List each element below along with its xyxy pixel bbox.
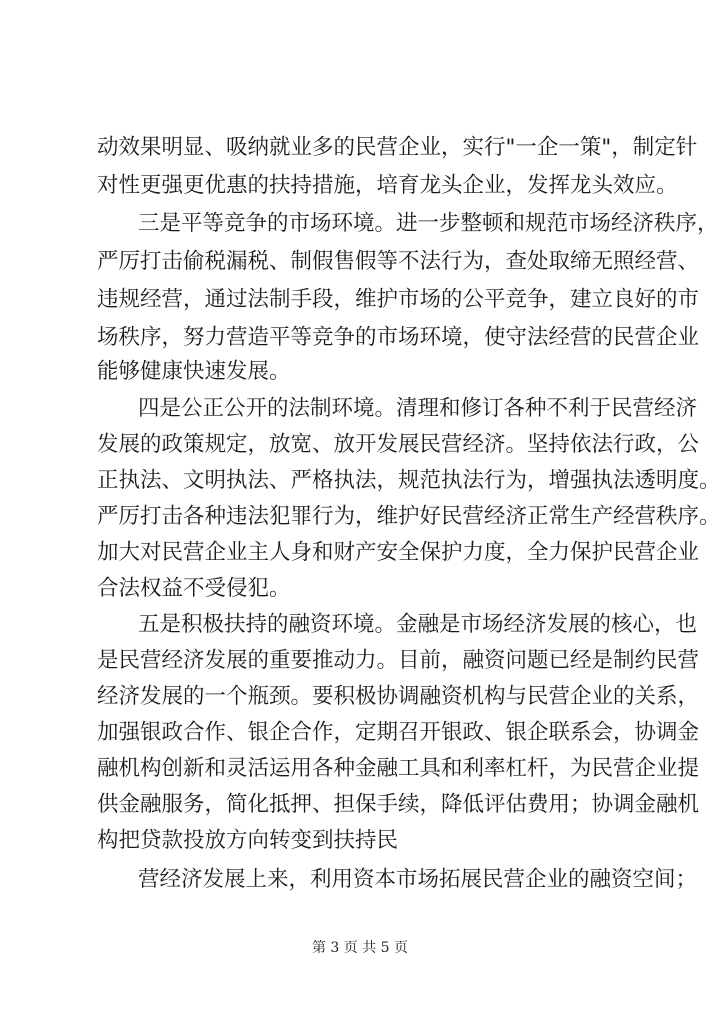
- text-line-7: 能够健康快速发展。: [97, 359, 291, 384]
- text-line-13: 合法权益不受侵犯。: [97, 576, 291, 601]
- text-line-11: 严厉打击各种违法犯罪行为，维护好民营经济正常生产经营秩序。: [97, 504, 721, 529]
- text-line-18: 融机构创新和灵活运用各种金融工具和利率杠杆，为民营企业提: [97, 756, 700, 781]
- text-line-12: 加大对民营企业主人身和财产安全保护力度，全力保护民营企业: [97, 540, 700, 565]
- paragraph-4-start: 四是公正公开的法制环境。清理和修订各种不利于民营经济: [138, 396, 698, 421]
- page-footer: 第 3 页 共 5 页: [311, 940, 409, 956]
- text-line-20: 构把贷款投放方向转变到扶持民: [97, 828, 399, 853]
- text-line-9: 发展的政策规定，放宽、放开发展民营经济。坚持依法行政，公: [97, 432, 700, 457]
- text-line-19: 供金融服务，简化抵押、担保手续，降低评估费用；协调金融机: [97, 792, 700, 817]
- paragraph-6-start: 营经济发展上来，利用资本市场拓展民营企业的融资空间；: [138, 867, 698, 892]
- text-line-6: 场秩序，努力营造平等竞争的市场环境，使守法经营的民营企业: [97, 325, 700, 350]
- text-line-5: 违规经营，通过法制手段，维护市场的公平竞争，建立良好的市: [97, 287, 700, 312]
- text-line-10: 正执法、文明执法、严格执法，规范执法行为，增强执法透明度。: [97, 468, 721, 493]
- text-line-1: 动效果明显、吸纳就业多的民营企业，实行"一企一策"，制定针: [97, 135, 698, 160]
- text-line-15: 是民营经济发展的重要推动力。目前，融资问题已经是制约民营: [97, 648, 700, 673]
- text-line-2: 对性更强更优惠的扶持措施，培育龙头企业，发挥龙头效应。: [97, 173, 678, 198]
- text-line-16: 经济发展的一个瓶颈。要积极协调融资机构与民营企业的关系，: [97, 684, 700, 709]
- text-line-17: 加强银政合作、银企合作，定期召开银政、银企联系会，协调金: [97, 720, 700, 745]
- paragraph-3-start: 三是平等竞争的市场环境。进一步整顿和规范市场经济秩序，: [138, 211, 719, 236]
- paragraph-5-start: 五是积极扶持的融资环境。金融是市场经济发展的核心，也: [138, 612, 698, 637]
- text-line-4: 严厉打击偷税漏税、制假售假等不法行为，查处取缔无照经营、: [97, 249, 700, 274]
